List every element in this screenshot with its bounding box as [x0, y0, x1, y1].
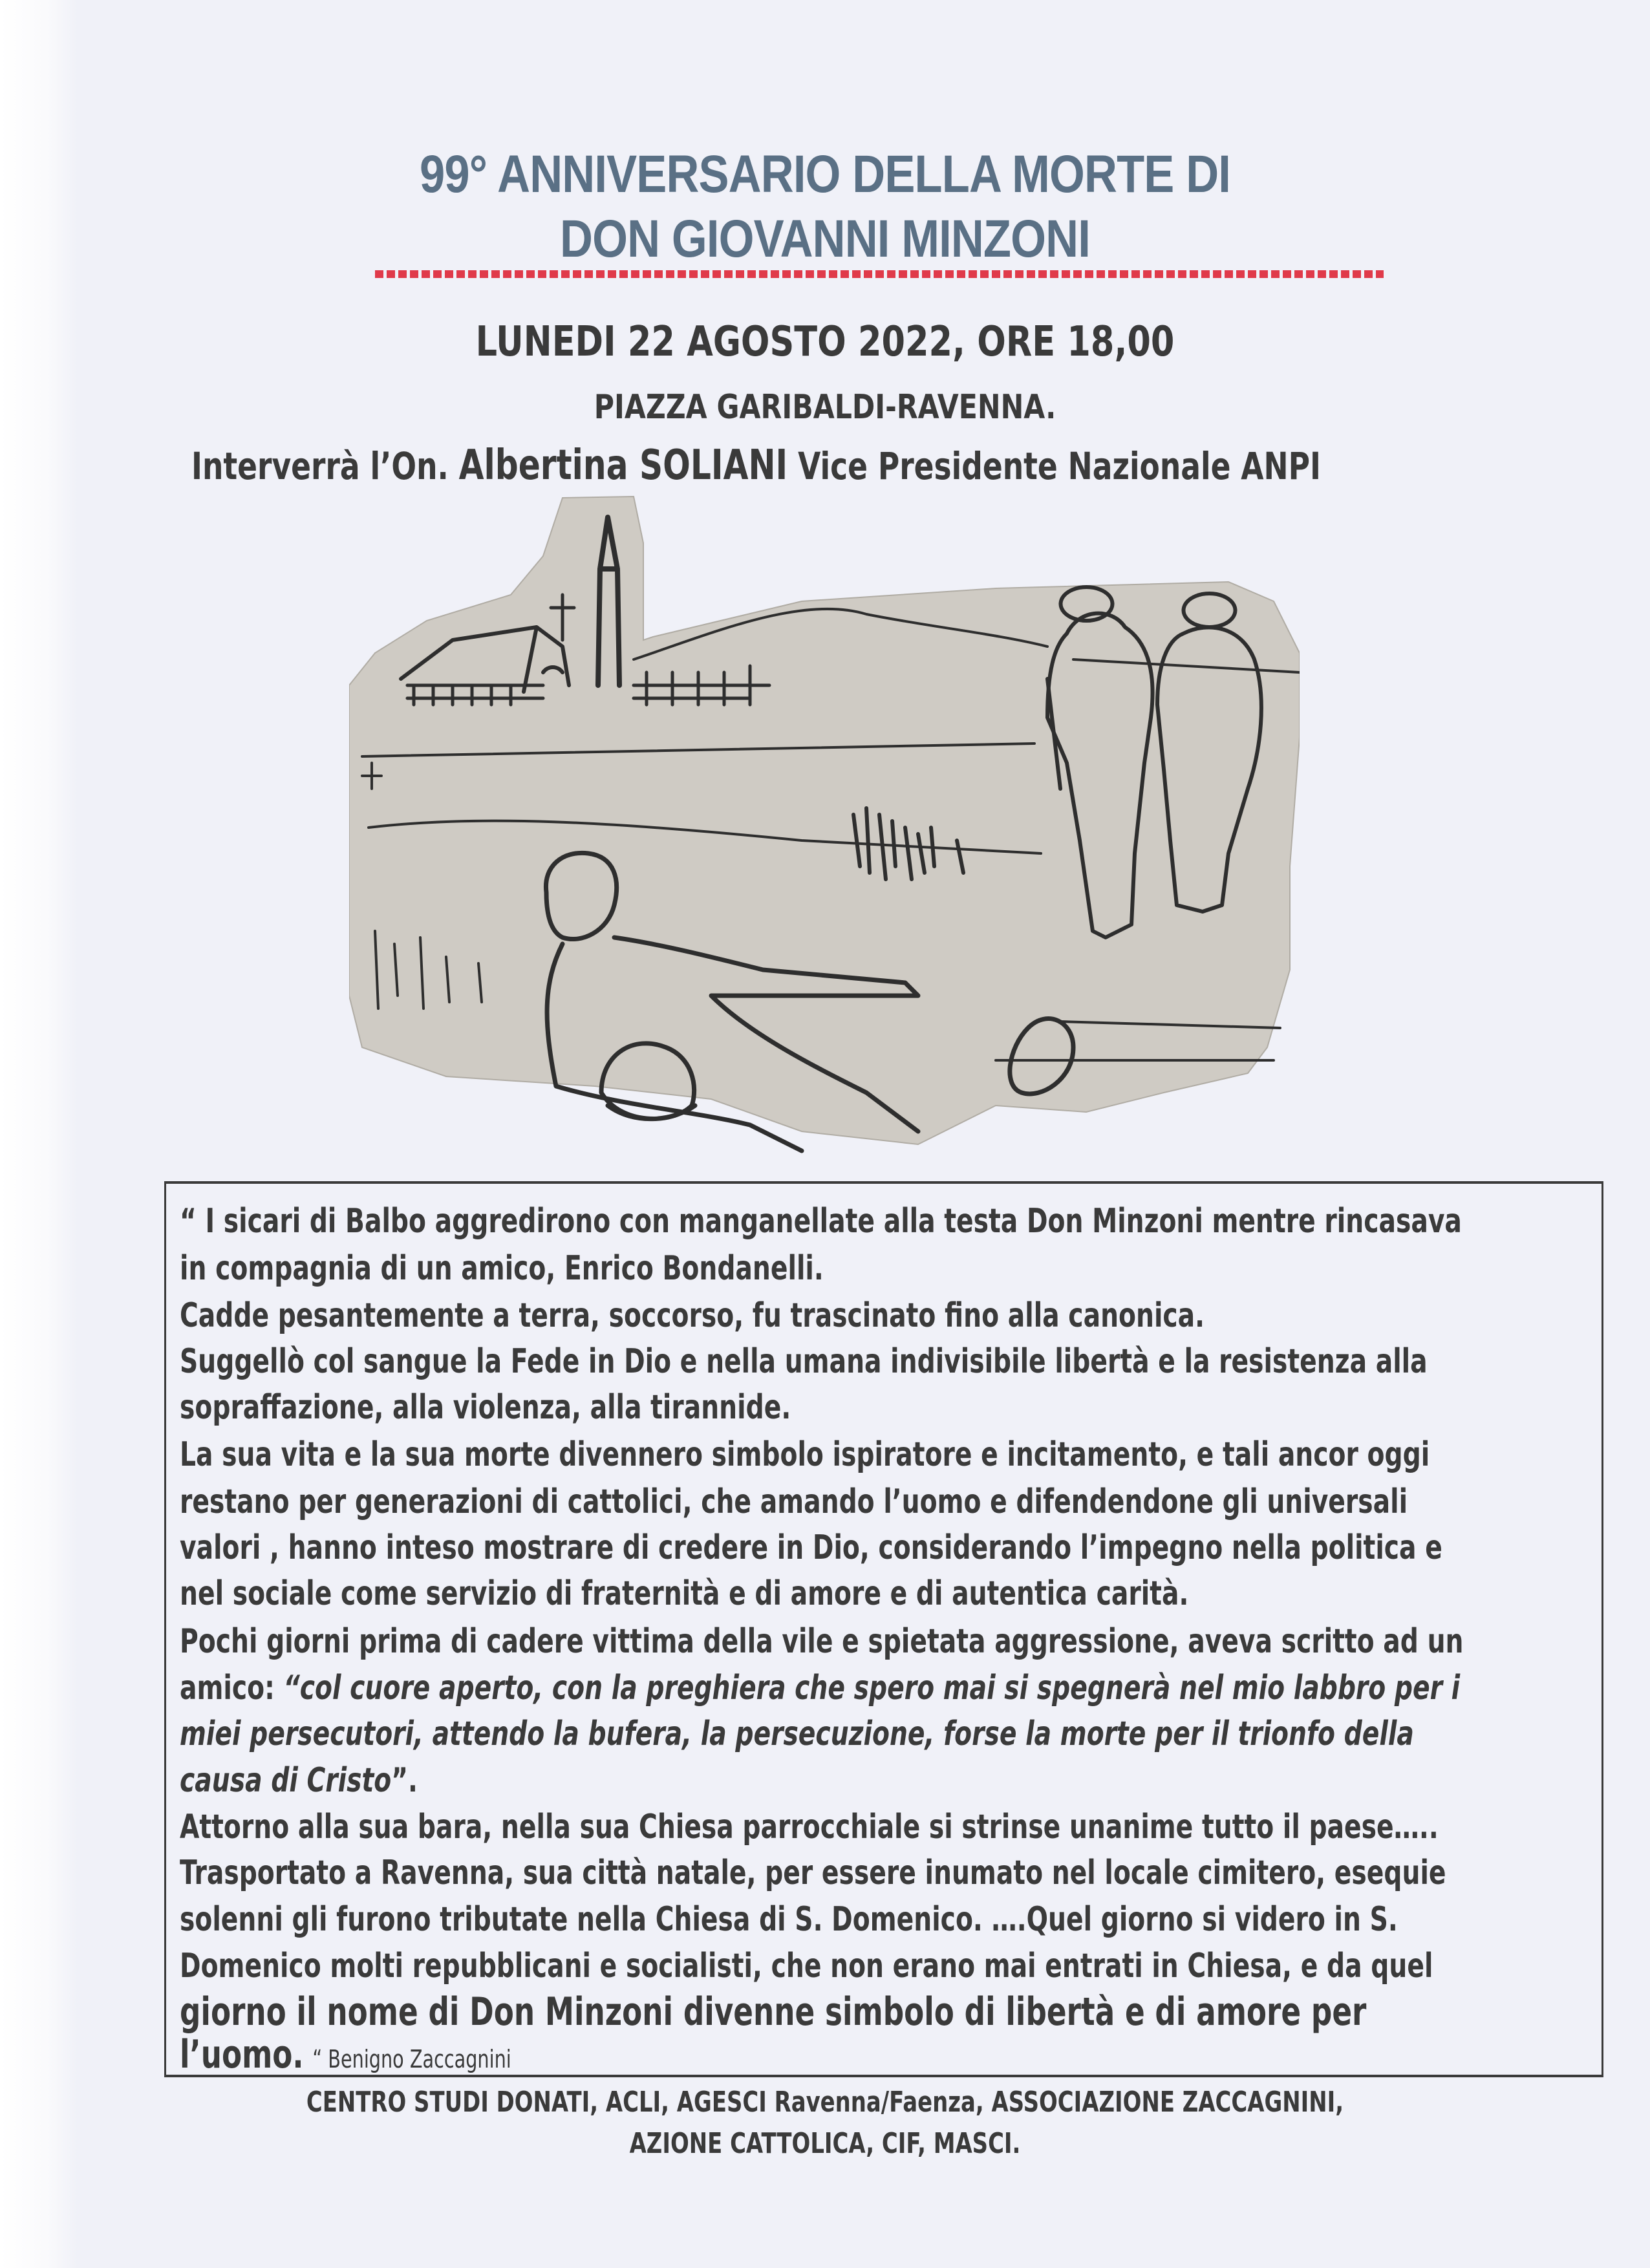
quote-line: Attorno alla sua bara, nella sua Chiesa parrocchiale si strinse unanime tutto il paese…..: [180, 1808, 1439, 1846]
quote-line: Cadde pesantemente a terra, soccorso, fu trascinato fino alla canonica.: [180, 1296, 1205, 1335]
event-speaker: [191, 442, 1321, 489]
organizers-line-1: CENTRO STUDI DONATI, ACLI, AGESCI Ravenna/Faenza, ASSOCIAZIONE ZACCAGNINI,: [306, 2086, 1344, 2119]
organizers-line-2: AZIONE CATTOLICA, CIF, MASCI.: [629, 2127, 1021, 2160]
quote-line: “ I sicari di Balbo aggredirono con manganellate alla testa Don Minzoni mentre rincasava: [180, 1202, 1462, 1241]
quote-line: La sua vita e la sua morte divennero simbolo ispiratore e incitamento, e tali ancor oggi: [180, 1435, 1430, 1474]
quote-author: “ Benigno Zaccagnini: [312, 2045, 511, 2073]
title-line-2: DON GIOVANNI MINZONI: [560, 209, 1090, 268]
speaker-name: Albertina SOLIANI: [458, 442, 788, 489]
speaker-prefix: Interverrà l’On.: [191, 444, 449, 488]
event-place: PIAZZA GARIBALDI-RAVENNA.: [594, 388, 1056, 427]
event-date-time: LUNEDI 22 AGOSTO 2022, ORE 18,00: [475, 318, 1175, 366]
quote-line-last: l’uomo.: [180, 2032, 304, 2077]
quote-line: Pochi giorni prima di cadere vittima della vile e spietata aggressione, aveva scritto ad un: [180, 1622, 1464, 1661]
quote-line: in compagnia di un amico, Enrico Bondanelli.: [180, 1249, 824, 1288]
quote-line: Suggellò col sangue la Fede in Dio e nella umana indivisibile libertà e la resistenza alla: [180, 1342, 1428, 1381]
sketch-illustration: [349, 491, 1300, 1157]
quote-line: sopraffazione, alla violenza, alla tirannide.: [180, 1388, 791, 1427]
quoted-letter-text: “col cuore aperto, con la preghiera che spero mai si spegnerà nel mio labbro per i: [283, 1669, 1461, 1707]
quote-line: [180, 1761, 418, 1800]
quote-line: [180, 2032, 511, 2077]
quote-line: solenni gli furono tributate nella Chiesa di S. Domenico. ….Quel giorno si videro in S.: [180, 1900, 1398, 1939]
quote-line: [180, 1715, 1414, 1753]
quote-line: [180, 1989, 1366, 2035]
quote-line: restano per generazioni di cattolici, che amando l’uomo e difendendone gli universali: [180, 1482, 1408, 1521]
speaker-role: Vice Presidente Nazionale ANPI: [798, 444, 1321, 488]
quote-box: [164, 1181, 1603, 2077]
quote-line: Domenico molti repubblicani e socialisti, che non erano mai entrati in Chiesa, e da quel: [180, 1947, 1433, 1985]
quote-line: Trasportato a Ravenna, sua città natale, per essere inumato nel locale cimitero, esequie: [180, 1854, 1446, 1892]
quote-line-large: giorno il nome di Don Minzoni divenne simbolo di libertà e di amore per: [180, 1989, 1367, 2035]
quote-line-suffix: ”.: [391, 1761, 418, 1800]
scan-edge: [0, 0, 78, 2268]
quote-line-prefix: amico:: [180, 1669, 284, 1707]
quoted-letter-text: miei persecutori, attendo la bufera, la persecuzione, forse la morte per il trionfo della: [180, 1715, 1414, 1753]
quote-line: nel sociale come servizio di fraternità e di amore e di autentica carità.: [180, 1574, 1189, 1613]
quote-line: valori , hanno inteso mostrare di credere in Dio, considerando l’impegno nella politica e: [180, 1528, 1442, 1567]
red-dashed-divider: [375, 270, 1384, 278]
quote-line: [180, 1669, 1460, 1707]
quoted-letter-text: causa di Cristo: [180, 1761, 392, 1800]
title-line-1: 99° ANNIVERSARIO DELLA MORTE DI: [419, 144, 1231, 204]
